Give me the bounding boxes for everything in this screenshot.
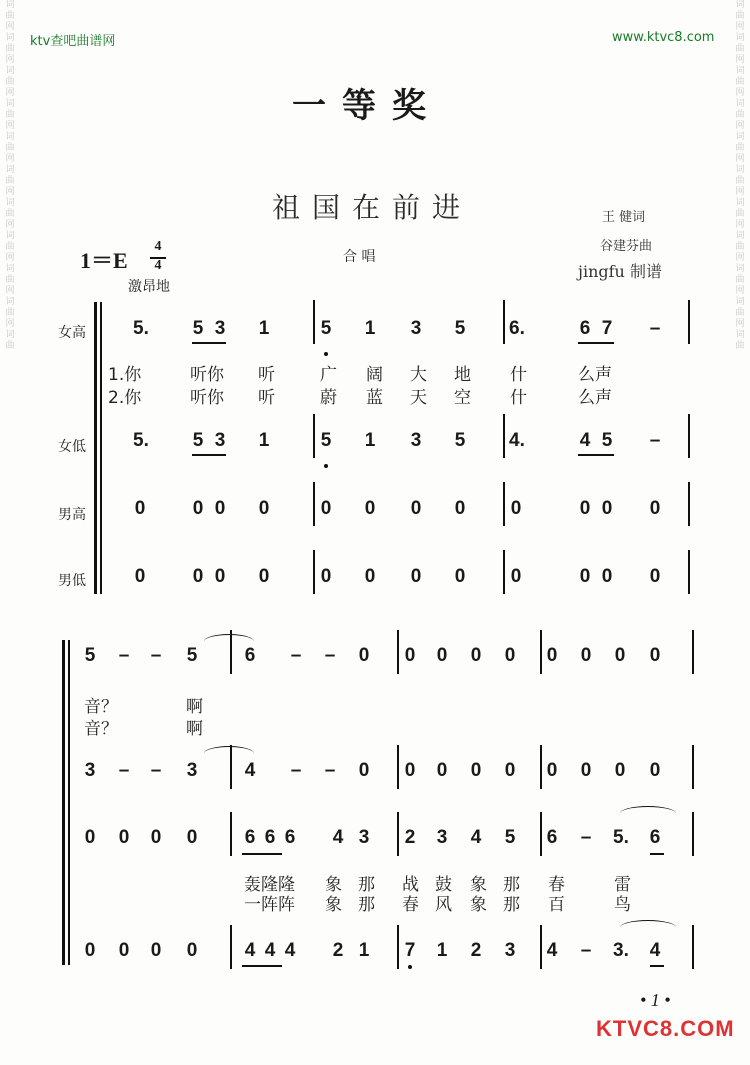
note: 0 [580, 760, 592, 781]
lyric-syllable: 天 [410, 388, 427, 408]
note: 0 [150, 940, 162, 961]
barline [503, 300, 505, 344]
note: 6. [509, 318, 525, 339]
site-url[interactable]: www.ktvc8.com [612, 30, 715, 45]
lyric-syllable: 象 [325, 875, 342, 895]
eighth-underline [578, 342, 614, 344]
watermark-char: 网 [5, 22, 15, 32]
lyric-syllable: 那 [358, 895, 375, 915]
tempo-marking: 激昂地 [128, 279, 170, 295]
note: – [290, 760, 302, 781]
note: 0 [134, 498, 146, 519]
system1-bracket-inner [100, 302, 102, 594]
watermark-char: 曲 [735, 11, 745, 21]
lyric-syllable: 空 [454, 388, 471, 408]
note: – [324, 645, 336, 666]
note: 3 [214, 318, 226, 339]
lyricist-credit: 王 健词 [602, 210, 646, 225]
lyric-syllable: 春 [548, 875, 565, 895]
watermark-char: 词 [735, 66, 745, 76]
note: 0 [214, 498, 226, 519]
lyric-syllable: 啊 [186, 719, 203, 739]
barline [692, 630, 694, 674]
part-label: 男高 [58, 507, 86, 523]
watermark-char: 网 [735, 220, 745, 230]
lyric-syllable: 音？ [84, 719, 118, 739]
barline [540, 812, 542, 856]
note: 0 [118, 940, 130, 961]
watermark-char: 词 [5, 330, 15, 340]
part-label: 女高 [58, 325, 86, 341]
note: 5. [133, 430, 149, 451]
note: 1 [364, 318, 376, 339]
note: 4. [509, 430, 525, 451]
note: 0 [601, 498, 613, 519]
note: 5 [504, 827, 516, 848]
note: – [150, 645, 162, 666]
barline [397, 745, 399, 789]
barline [397, 630, 399, 674]
note: 4 [244, 940, 256, 961]
lyric-syllable: 听你 [190, 388, 224, 408]
note: 0 [546, 760, 558, 781]
system1-bracket [94, 302, 97, 594]
barline [313, 300, 315, 344]
note: 1 [436, 940, 448, 961]
watermark-left [3, 0, 17, 352]
note: 6 [244, 645, 256, 666]
note: 0 [649, 566, 661, 587]
lyric-syllable: 1.你 [108, 365, 142, 385]
note: 0 [454, 498, 466, 519]
tie-arc [204, 634, 254, 649]
note: 5. [133, 318, 149, 339]
barline [230, 925, 232, 969]
site-name[interactable]: ktv查吧曲谱网 [30, 34, 116, 49]
lyric-syllable: 么声 [578, 365, 612, 385]
watermark-char: 网 [5, 319, 15, 329]
lyric-syllable: 那 [503, 895, 520, 915]
watermark-char: 曲 [735, 242, 745, 252]
award-title: 一等奖 [292, 86, 442, 126]
watermark-char: 曲 [735, 209, 745, 219]
watermark-char: 曲 [735, 77, 745, 87]
time-unit: 4 [154, 258, 162, 273]
note: 0 [614, 645, 626, 666]
note: 7 [601, 318, 613, 339]
barline [688, 414, 690, 458]
watermark-char: 词 [5, 0, 15, 10]
watermark-char: 曲 [5, 44, 15, 54]
lyric-syllable: 轰隆隆 [244, 875, 295, 895]
watermark-char: 词 [5, 198, 15, 208]
lyric-syllable: 雷 [614, 875, 631, 895]
watermark-char: 词 [5, 66, 15, 76]
note: 0 [436, 760, 448, 781]
note: 4 [579, 430, 591, 451]
watermark-char: 曲 [735, 110, 745, 120]
watermark-char: 网 [735, 154, 745, 164]
note: 1 [364, 430, 376, 451]
note: 4 [244, 760, 256, 781]
watermark-char: 曲 [5, 341, 15, 351]
eighth-underline [192, 342, 226, 344]
lyric-syllable: 象 [470, 875, 487, 895]
watermark-char: 词 [735, 165, 745, 175]
note: 3 [504, 940, 516, 961]
lyric-syllable: 么声 [578, 388, 612, 408]
lyric-syllable: 听你 [190, 365, 224, 385]
note: 0 [134, 566, 146, 587]
note: 7 [404, 940, 416, 961]
note: 0 [214, 566, 226, 587]
barline [540, 745, 542, 789]
lyric-syllable: 蓝 [366, 388, 383, 408]
note: 3 [410, 430, 422, 451]
lyric-syllable: 听 [258, 388, 275, 408]
watermark-char: 网 [5, 187, 15, 197]
note: 4 [470, 827, 482, 848]
note: 5 [320, 318, 332, 339]
watermark-char: 曲 [5, 209, 15, 219]
lyric-syllable: 那 [503, 875, 520, 895]
note: 0 [510, 498, 522, 519]
note: – [118, 760, 130, 781]
note: 3 [358, 827, 370, 848]
watermark-char: 词 [735, 264, 745, 274]
key-signature: 1＝E [80, 248, 128, 273]
note: 0 [504, 645, 516, 666]
lyric-syllable: 大 [410, 365, 427, 385]
note: 2 [332, 940, 344, 961]
barline [313, 482, 315, 526]
watermark-char: 网 [5, 88, 15, 98]
barline [540, 630, 542, 674]
note: 3 [214, 430, 226, 451]
note: 0 [84, 827, 96, 848]
watermark-char: 网 [5, 154, 15, 164]
lyric-syllable: 战 [402, 875, 419, 895]
watermark-right [733, 0, 747, 352]
watermark-char: 曲 [5, 308, 15, 318]
note: 6 [264, 827, 276, 848]
note: 0 [364, 566, 376, 587]
tie-arc [204, 746, 254, 761]
barline [540, 925, 542, 969]
note: 5 [192, 318, 204, 339]
lyric-syllable: 地 [454, 365, 471, 385]
lyric-syllable: 音？ [84, 697, 118, 717]
note: 1 [258, 430, 270, 451]
eighth-underline [650, 853, 664, 855]
barline [688, 550, 690, 594]
watermark-char: 词 [5, 264, 15, 274]
note: 0 [649, 498, 661, 519]
note: 0 [358, 645, 370, 666]
watermark-char: 曲 [5, 77, 15, 87]
note: 0 [436, 645, 448, 666]
watermark-char: 网 [735, 286, 745, 296]
lyric-syllable: 风 [435, 895, 452, 915]
tie-arc [620, 806, 676, 821]
note: 5 [454, 430, 466, 451]
note: 5 [186, 645, 198, 666]
watermark-char: 曲 [5, 143, 15, 153]
watermark-char: 词 [735, 99, 745, 109]
note: 0 [454, 566, 466, 587]
note: 5 [84, 645, 96, 666]
note: 0 [258, 498, 270, 519]
note: 3 [84, 760, 96, 781]
watermark-char: 曲 [5, 275, 15, 285]
system2-bracket-inner [68, 640, 70, 965]
system2-bracket [62, 640, 65, 965]
watermark-char: 词 [735, 198, 745, 208]
note: 2 [404, 827, 416, 848]
part-label: 男低 [58, 573, 86, 589]
eighth-underline [650, 965, 664, 967]
watermark-char: 网 [735, 319, 745, 329]
lyric-syllable: 鸟 [614, 895, 631, 915]
barline [397, 812, 399, 856]
note: 0 [510, 566, 522, 587]
note: 3. [613, 940, 629, 961]
note: 0 [504, 760, 516, 781]
watermark-char: 曲 [5, 176, 15, 186]
barline [688, 482, 690, 526]
barline [503, 482, 505, 526]
note: 0 [470, 645, 482, 666]
note: 0 [601, 566, 613, 587]
barline [692, 745, 694, 789]
eighth-underline [242, 853, 282, 855]
lyric-syllable: 那 [358, 875, 375, 895]
barline [313, 550, 315, 594]
watermark-char: 网 [5, 121, 15, 131]
note: 0 [579, 566, 591, 587]
lyric-syllable: 一阵阵 [244, 895, 295, 915]
watermark-char: 网 [5, 286, 15, 296]
watermark-char: 网 [735, 55, 745, 65]
watermark-char: 词 [5, 165, 15, 175]
composer-credit: 谷建芬曲 [600, 239, 653, 254]
note: 3 [186, 760, 198, 781]
note: 4 [284, 940, 296, 961]
lyric-syllable: 春 [402, 895, 419, 915]
note: 5 [320, 430, 332, 451]
note: 0 [118, 827, 130, 848]
note: – [580, 940, 592, 961]
lyric-syllable: 象 [325, 895, 342, 915]
lyric-syllable: 广 [320, 365, 337, 385]
note: – [290, 645, 302, 666]
watermark-char: 词 [735, 0, 745, 10]
watermark-char: 网 [735, 121, 745, 131]
note: 3 [436, 827, 448, 848]
watermark-char: 词 [735, 231, 745, 241]
note: 6 [244, 827, 256, 848]
note: 0 [150, 827, 162, 848]
barline [230, 812, 232, 856]
lyric-syllable: 什 [510, 388, 527, 408]
watermark-char: 网 [5, 220, 15, 230]
note: 6 [649, 827, 661, 848]
note: 0 [192, 498, 204, 519]
lyric-syllable: 什 [510, 365, 527, 385]
barline [503, 550, 505, 594]
note: 0 [649, 760, 661, 781]
eighth-underline [192, 454, 226, 456]
octave-dot [324, 352, 328, 356]
note: 4 [649, 940, 661, 961]
watermark-char: 曲 [5, 11, 15, 21]
lyric-syllable: 象 [470, 895, 487, 915]
note: 0 [258, 566, 270, 587]
watermark-char: 曲 [735, 308, 745, 318]
note: 5 [192, 430, 204, 451]
note: 5. [613, 827, 629, 848]
page-number: • 1 • [640, 990, 671, 1010]
note: 0 [649, 645, 661, 666]
barline [688, 300, 690, 344]
note: 1 [258, 318, 270, 339]
note: 0 [84, 940, 96, 961]
note: 4 [332, 827, 344, 848]
note: 6 [546, 827, 558, 848]
footer-logo[interactable]: KTVC8.COM [596, 1016, 735, 1041]
lyric-syllable: 蔚 [320, 388, 337, 408]
watermark-char: 曲 [735, 341, 745, 351]
eighth-underline [242, 965, 282, 967]
watermark-char: 曲 [5, 242, 15, 252]
note: 0 [186, 940, 198, 961]
part-label: 女低 [58, 439, 86, 455]
watermark-char: 曲 [735, 275, 745, 285]
note: 0 [404, 645, 416, 666]
lyric-syllable: 啊 [186, 697, 203, 717]
note: 5 [454, 318, 466, 339]
note: – [118, 645, 130, 666]
note: 0 [580, 645, 592, 666]
octave-dot [324, 464, 328, 468]
watermark-char: 网 [735, 187, 745, 197]
note: 0 [404, 760, 416, 781]
barline [692, 925, 694, 969]
note: 0 [320, 498, 332, 519]
lyric-syllable: 鼓 [435, 875, 452, 895]
note: 0 [546, 645, 558, 666]
song-title: 祖国在前进 [272, 191, 473, 224]
note: 0 [186, 827, 198, 848]
note: – [324, 760, 336, 781]
watermark-char: 词 [735, 33, 745, 43]
note: 6 [579, 318, 591, 339]
note: 6 [284, 827, 296, 848]
watermark-char: 网 [735, 253, 745, 263]
lyric-syllable: 2.你 [108, 388, 142, 408]
note: 0 [320, 566, 332, 587]
watermark-char: 词 [5, 99, 15, 109]
note: 4 [546, 940, 558, 961]
note: 0 [470, 760, 482, 781]
note: 1 [358, 940, 370, 961]
note: 2 [470, 940, 482, 961]
note: 0 [358, 760, 370, 781]
note: 5 [601, 430, 613, 451]
note: 0 [614, 760, 626, 781]
note: – [649, 430, 661, 451]
barline [503, 414, 505, 458]
barline [313, 414, 315, 458]
note: – [580, 827, 592, 848]
watermark-char: 词 [735, 330, 745, 340]
note: 0 [579, 498, 591, 519]
watermark-char: 词 [5, 132, 15, 142]
watermark-char: 词 [735, 297, 745, 307]
note: – [150, 760, 162, 781]
note: 3 [410, 318, 422, 339]
note: 0 [364, 498, 376, 519]
watermark-char: 曲 [735, 176, 745, 186]
lyric-syllable: 听 [258, 365, 275, 385]
octave-dot [408, 965, 412, 969]
watermark-char: 曲 [735, 44, 745, 54]
watermark-char: 词 [5, 33, 15, 43]
watermark-char: 网 [5, 55, 15, 65]
time-beats: 4 [154, 239, 162, 254]
note: 0 [410, 566, 422, 587]
watermark-char: 词 [5, 297, 15, 307]
lyric-syllable: 阔 [366, 365, 383, 385]
eighth-underline [578, 454, 614, 456]
chorus-label: 合 唱 [343, 249, 376, 265]
watermark-char: 曲 [735, 143, 745, 153]
note: 0 [410, 498, 422, 519]
watermark-char: 词 [735, 132, 745, 142]
tie-arc [620, 920, 676, 935]
transcriber-credit: jingfu 制谱 [578, 262, 662, 281]
barline [397, 925, 399, 969]
watermark-char: 网 [735, 22, 745, 32]
watermark-char: 网 [735, 88, 745, 98]
watermark-char: 词 [5, 231, 15, 241]
note: 4 [264, 940, 276, 961]
barline [692, 812, 694, 856]
note: 0 [192, 566, 204, 587]
watermark-char: 曲 [5, 110, 15, 120]
watermark-char: 网 [5, 253, 15, 263]
lyric-syllable: 百 [548, 895, 565, 915]
note: – [649, 318, 661, 339]
